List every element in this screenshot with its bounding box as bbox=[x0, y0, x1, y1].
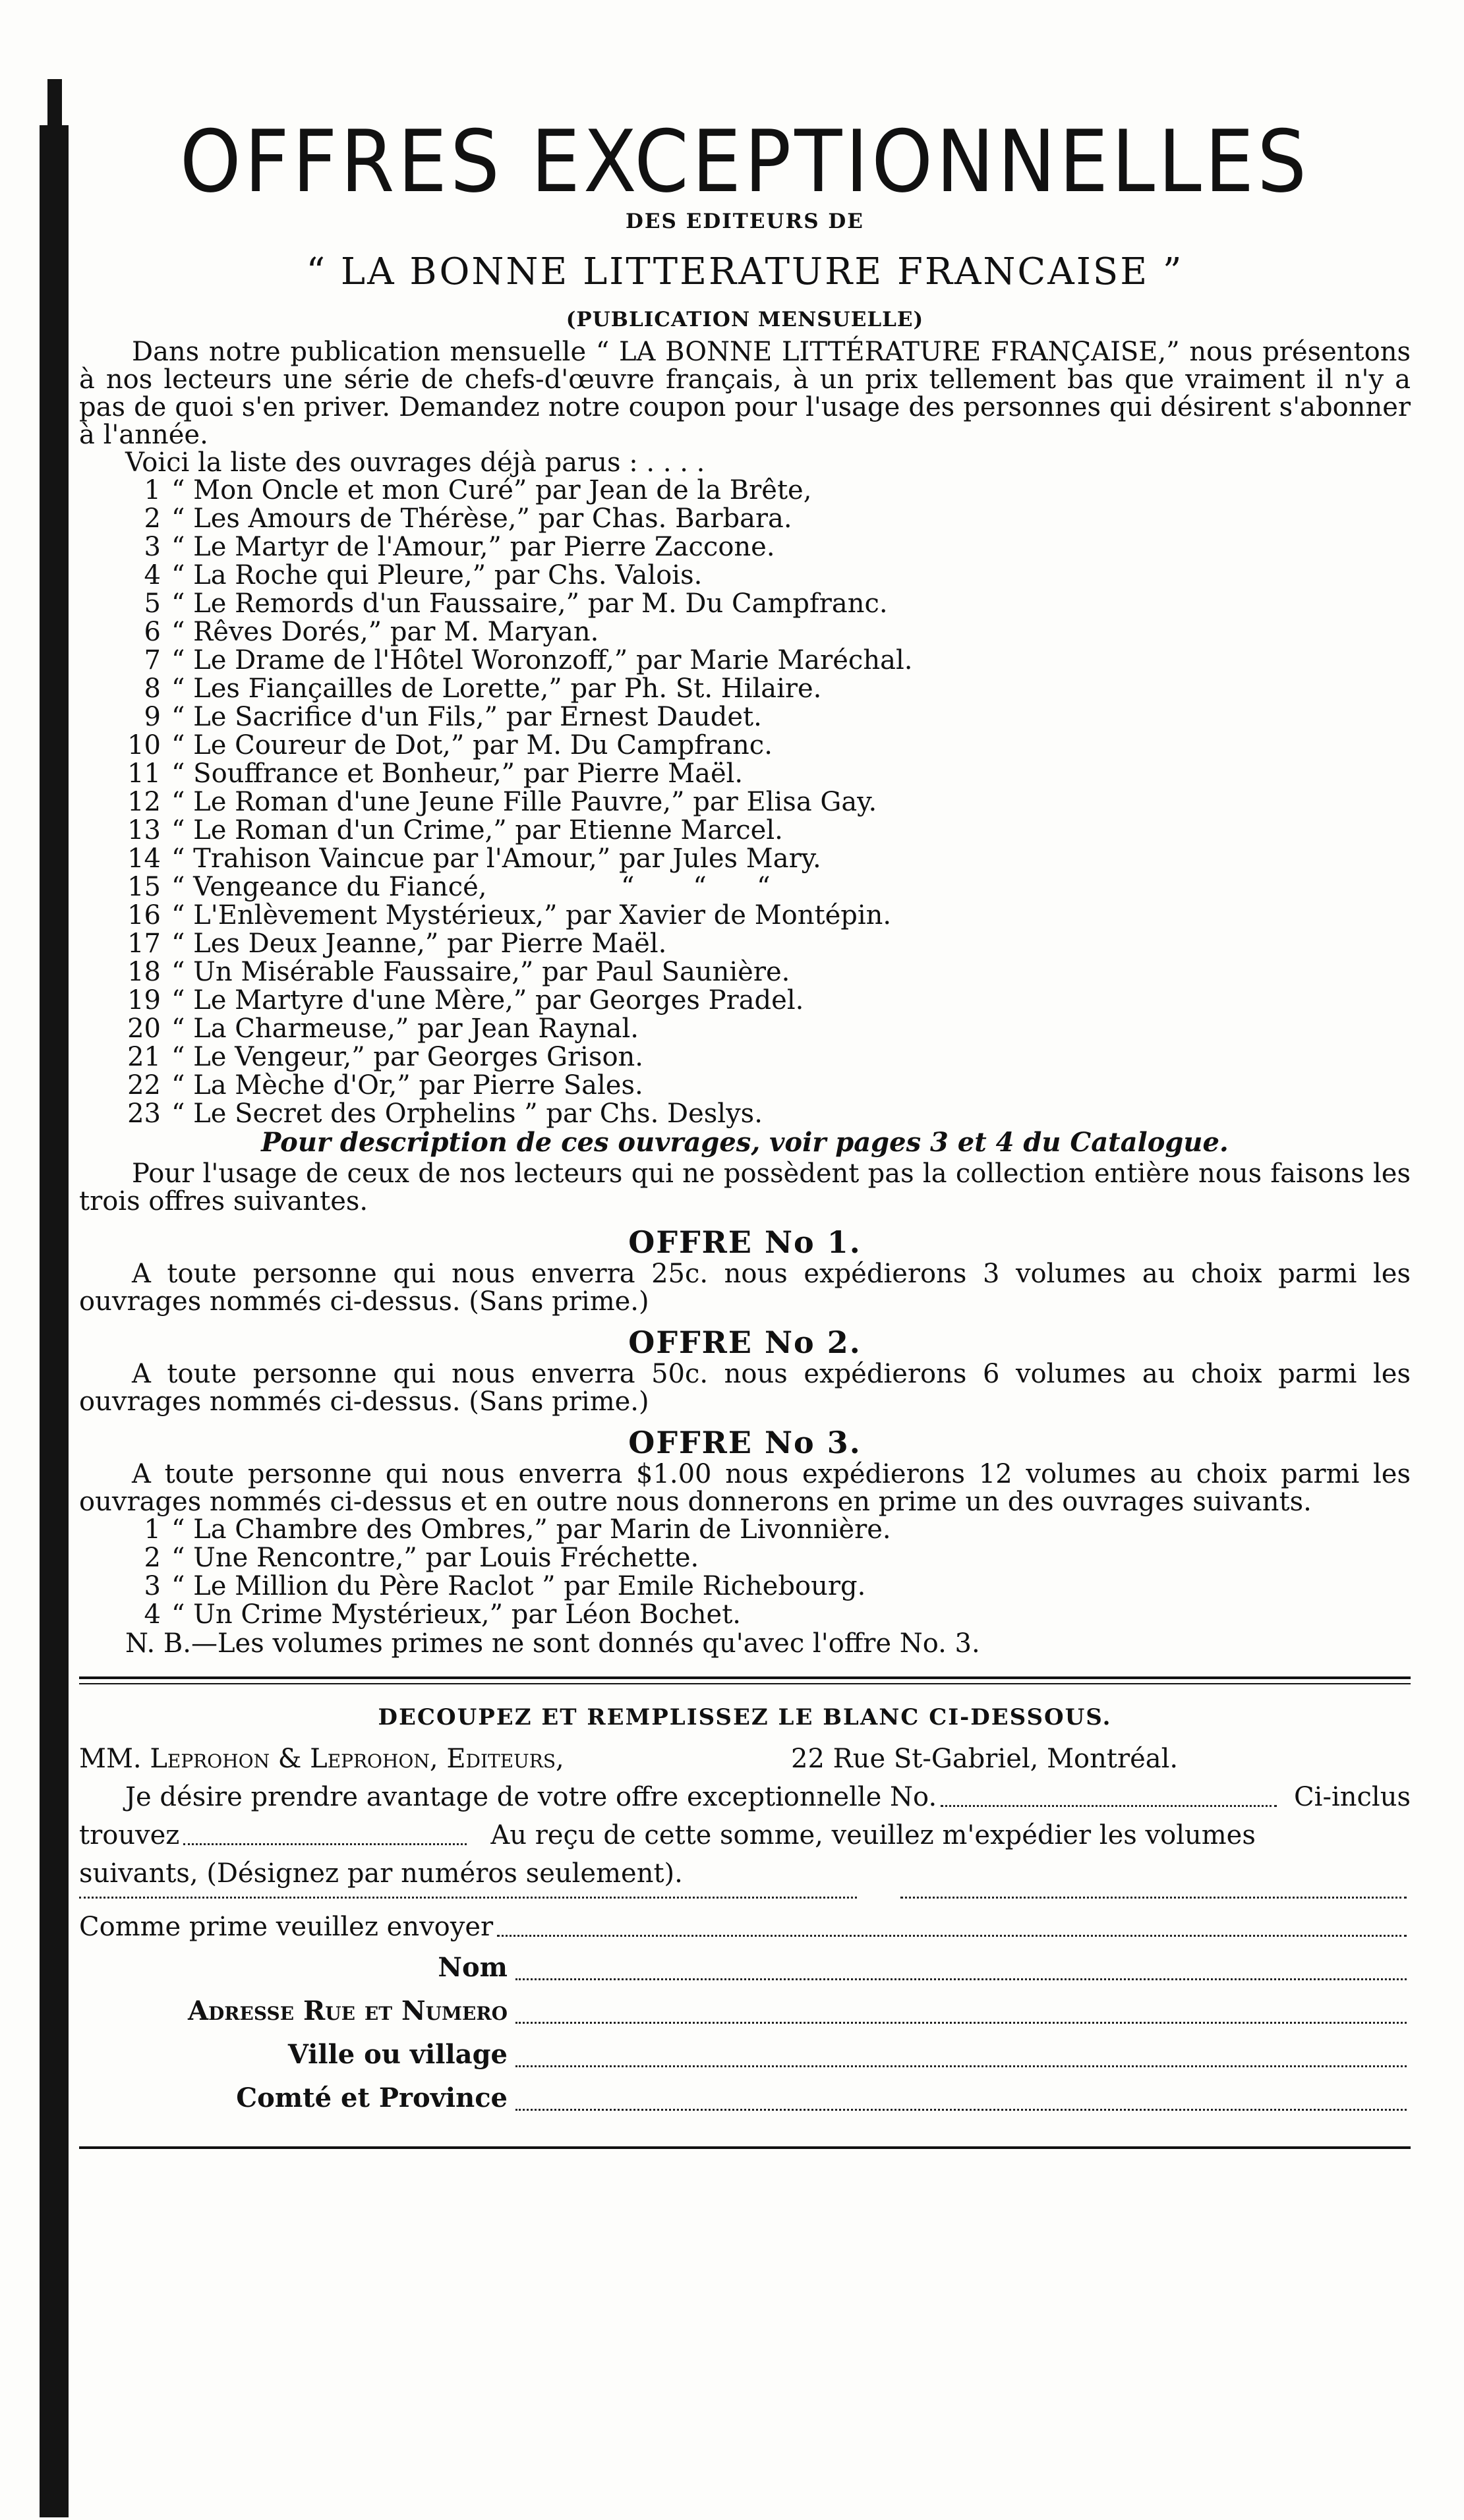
nb-note: N. B.—Les volumes primes ne sont donnés qu'avec l'offre No. 3. bbox=[125, 1628, 980, 1659]
volumes-field[interactable] bbox=[79, 1897, 857, 1899]
series-title: “ LA BONNE LITTERATURE FRANCAISE ” bbox=[306, 250, 1184, 293]
binding-edge bbox=[40, 125, 69, 2517]
offer-number-field[interactable] bbox=[941, 1778, 1277, 1807]
form-heading: DECOUPEZ ET REMPLISSEZ LE BLANC CI-DESSOUS. bbox=[378, 1704, 1112, 1731]
list-item: 10 “ Le Coureur de Dot,” par M. Du Campfranc. bbox=[127, 730, 773, 760]
prime-field[interactable] bbox=[497, 1908, 1407, 1937]
intro-paragraph: Dans notre publication mensuelle “ LA BONNE LITTÉRATURE FRANÇAISE,” nous présentons à nos lecteurs une série de chefs-d'œuvre français, à un prix tellement bas que vraiment il n'y a pas de quoi s'en priver. Demandez notre coupon pour l'usage des personnes qui désirent s'abonner à l'année. bbox=[79, 337, 1411, 450]
adresse-line bbox=[79, 1990, 1411, 2033]
book-list bbox=[79, 476, 1411, 1128]
list-item: 9 “ Le Sacrifice d'un Fils,” par Ernest Daudet. bbox=[144, 702, 762, 732]
list-item: 5 “ Le Remords d'un Faussaire,” par M. Du Campfranc. bbox=[144, 588, 888, 619]
publisher-name: MM. Leprohon & Leprohon, Editeurs, bbox=[79, 1744, 564, 1774]
list-item: 13 “ Le Roman d'un Crime,” par Etienne Marcel. bbox=[127, 815, 783, 845]
list-item: 8 “ Les Fiançailles de Lorette,” par Ph. St. Hilaire. bbox=[144, 673, 822, 704]
list-item: 18 “ Un Misérable Faussaire,” par Paul Saunière. bbox=[127, 957, 790, 987]
field-label: Adresse Rue et Numero bbox=[187, 1995, 508, 2026]
double-rule bbox=[79, 1676, 1411, 1684]
list-item: 22 “ La Mèche d'Or,” par Pierre Sales. bbox=[127, 1070, 643, 1101]
publisher-line bbox=[79, 1740, 1411, 1778]
form-text: Je désire prendre avantage de votre offre exceptionnelle No. bbox=[125, 1782, 937, 1812]
catalogue-note: Pour description de ces ouvrages, voir pages 3 et 4 du Catalogue. bbox=[261, 1127, 1229, 1158]
form-text: Ci-inclus bbox=[1294, 1782, 1411, 1812]
list-item: 19 “ Le Martyre d'une Mère,” par Georges Pradel. bbox=[127, 985, 804, 1016]
list-item: 15 “ Vengeance du Fiancé, “ “ “ bbox=[127, 872, 771, 902]
form-text: suivants, (Désignez par numéros seulement). bbox=[79, 1858, 683, 1889]
list-item: 4 “ Un Crime Mystérieux,” par Léon Bochet. bbox=[144, 1599, 741, 1630]
field-label: Comme prime veuillez envoyer bbox=[79, 1912, 494, 1942]
form-line-1 bbox=[79, 1778, 1411, 1816]
adresse-field[interactable] bbox=[515, 1990, 1407, 2024]
form-line-2 bbox=[79, 1816, 1411, 1854]
field-label: Nom bbox=[438, 1952, 508, 1983]
list-item: 1 “ La Chambre des Ombres,” par Marin de Livonnière. bbox=[144, 1514, 891, 1545]
volumes-field[interactable] bbox=[900, 1897, 1407, 1899]
list-item: 2 “ Une Rencontre,” par Louis Fréchette. bbox=[144, 1543, 699, 1573]
list-item: 23 “ Le Secret des Orphelins ” par Chs. Deslys. bbox=[127, 1099, 763, 1129]
offers-intro: Pour l'usage de ceux de nos lecteurs qui ne possèdent pas la collection entière nous faisons les trois offres suivantes. bbox=[79, 1159, 1411, 1217]
offer-1-heading: OFFRE No 1. bbox=[628, 1224, 862, 1260]
page-title: OFFRES EXCEPTIONNELLES bbox=[179, 111, 1310, 212]
nom-field[interactable] bbox=[515, 1946, 1407, 1980]
ville-line bbox=[79, 2033, 1411, 2076]
form-text: trouvez bbox=[79, 1820, 180, 1850]
offer-3-text: A toute personne qui nous enverra $1.00 nous expédierons 12 volumes au choix parmi les ouvrages nommés ci-dessus et en outre nous donnerons en prime un des ouvrages suivants. bbox=[79, 1459, 1411, 1517]
ville-field[interactable] bbox=[515, 2033, 1407, 2067]
offer-1-text: A toute personne qui nous enverra 25c. nous expédierons 3 volumes au choix parmi les ouvrages nommés ci-dessus. (Sans prime.) bbox=[79, 1259, 1411, 1317]
list-item: 7 “ Le Drame de l'Hôtel Woronzoff,” par Marie Maréchal. bbox=[144, 645, 913, 675]
offer-3-heading: OFFRE No 3. bbox=[628, 1425, 862, 1460]
nom-line bbox=[79, 1946, 1411, 1990]
field-label: Comté et Province bbox=[236, 2082, 508, 2113]
offer-2-text: A toute personne qui nous enverra 50c. nous expédierons 6 volumes au choix parmi les ouvrages nommés ci-dessus. (Sans prime.) bbox=[79, 1359, 1411, 1417]
list-item: 17 “ Les Deux Jeanne,” par Pierre Maël. bbox=[127, 929, 667, 959]
volumes-line bbox=[79, 1897, 1411, 1908]
list-item: 1 “ Mon Oncle et mon Curé” par Jean de la Brête, bbox=[144, 475, 812, 505]
list-item: 14 “ Trahison Vaincue par l'Amour,” par Jules Mary. bbox=[127, 844, 821, 874]
list-item: 11 “ Souffrance et Bonheur,” par Pierre Maël. bbox=[127, 759, 744, 789]
list-item: 6 “ Rêves Dorés,” par M. Maryan. bbox=[144, 617, 599, 647]
bottom-rule bbox=[79, 2146, 1411, 2149]
field-label: Ville ou village bbox=[287, 2039, 508, 2070]
list-item: 3 “ Le Martyr de l'Amour,” par Pierre Zaccone. bbox=[144, 532, 775, 562]
form-text: Au reçu de cette somme, veuillez m'expédier les volumes bbox=[490, 1820, 1256, 1850]
editeurs-subtitle: DES EDITEURS DE bbox=[626, 210, 864, 233]
form-line-3 bbox=[79, 1854, 1411, 1893]
list-item: 21 “ Le Vengeur,” par Georges Grison. bbox=[127, 1042, 643, 1072]
prime-list bbox=[79, 1516, 1411, 1629]
list-item: 3 “ Le Million du Père Raclot ” par Emile Richebourg. bbox=[144, 1571, 866, 1601]
list-item: 4 “ La Roche qui Pleure,” par Chs. Valois. bbox=[144, 560, 703, 590]
list-item: 20 “ La Charmeuse,” par Jean Raynal. bbox=[127, 1014, 639, 1044]
amount-field[interactable] bbox=[183, 1816, 467, 1845]
publication-note: (PUBLICATION MENSUELLE) bbox=[566, 308, 924, 331]
prime-line bbox=[79, 1908, 1411, 1946]
list-item: 12 “ Le Roman d'une Jeune Fille Pauvre,” par Elisa Gay. bbox=[127, 787, 877, 817]
list-intro: Voici la liste des ouvrages déjà parus : . . . . bbox=[125, 447, 705, 478]
list-item: 2 “ Les Amours de Thérèse,” par Chas. Barbara. bbox=[144, 503, 792, 534]
advertisement-page bbox=[79, 111, 1411, 2149]
list-item: 16 “ L'Enlèvement Mystérieux,” par Xavier de Montépin. bbox=[127, 900, 892, 931]
publisher-address: 22 Rue St-Gabriel, Montréal. bbox=[791, 1744, 1179, 1774]
comte-field[interactable] bbox=[515, 2076, 1407, 2111]
comte-line bbox=[79, 2076, 1411, 2120]
offer-2-heading: OFFRE No 2. bbox=[628, 1325, 862, 1360]
